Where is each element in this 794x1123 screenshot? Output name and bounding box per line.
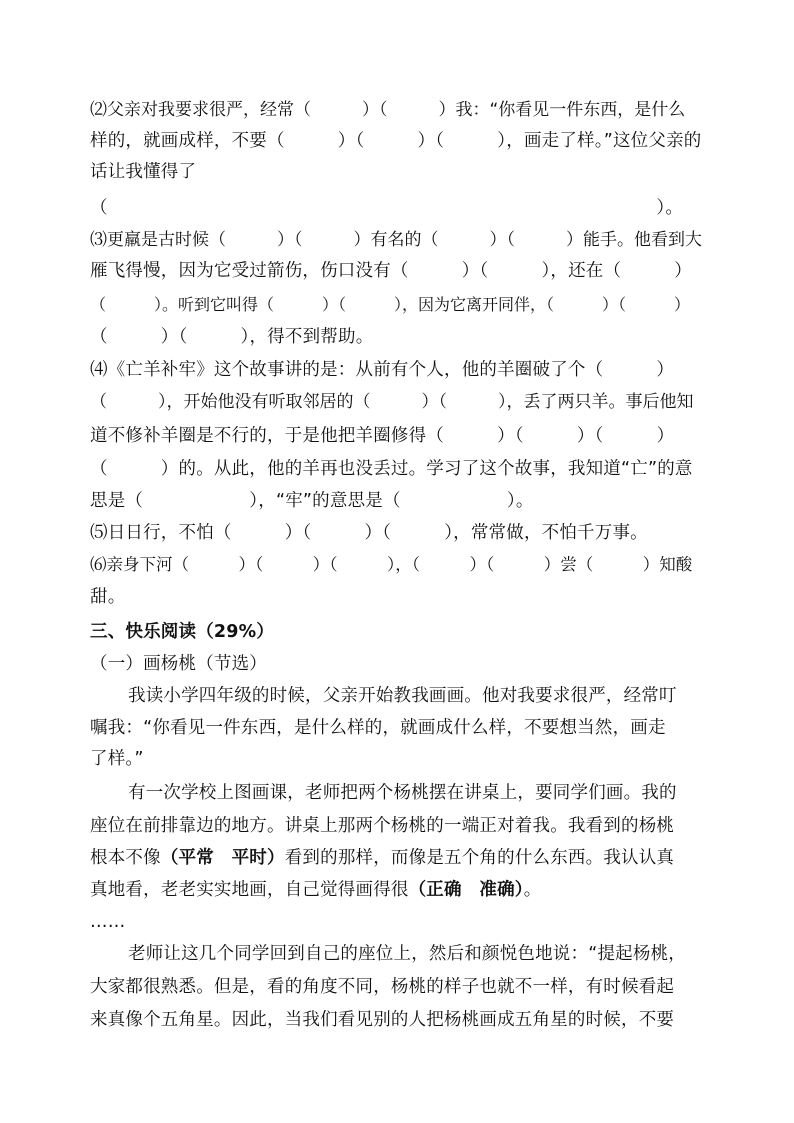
question-4-line-5: 思是（ ），“牢”的意思是（ ）。 <box>90 491 534 511</box>
question-3-line-4: （ ）（ ），得不到帮助。 <box>90 327 374 347</box>
text-segment: 真地看，老老实实地画，自己觉得画得很 <box>90 880 409 900</box>
text-segment: 看到的那样，而像是五个角的什么东西。我认认真 <box>284 848 675 868</box>
question-4-line-2: （ ），开始他没有听取邻居的（ ）（ ），丢了两只羊。事后他知 <box>90 392 694 412</box>
paragraph-1-line-3: 了样。” <box>90 749 144 769</box>
paragraph-3-line-3: 来真像个五角星。因此，当我们看见别的人把杨桃画成五角星的时候，不要 <box>90 1010 675 1030</box>
question-2-answer-blank: （ ）。 <box>90 198 684 218</box>
paragraph-3-line-2: 大家都很熟悉。但是，看的角度不同，杨桃的样子也就不一样，有时候看起 <box>90 977 675 997</box>
question-6-line-1: ⑹亲身下河（ ）（ ）（ ），（ ）（ ）尝（ ）知酸 <box>90 555 693 574</box>
question-2-line-3: 话让我懂得了 <box>90 162 197 182</box>
paragraph-2-line-3 <box>90 846 674 870</box>
question-2-line-1: ⑵父亲对我要求很严，经常（ ）（ ）我：“你看见一件东西，是什么 <box>90 100 686 120</box>
paragraph-1-line-1: 我读小学四年级的时候，父亲开始教我画画。他对我要求很严，经常叮 <box>128 686 677 706</box>
paragraph-2-line-1: 有一次学校上图画课，老师把两个杨桃摆在讲桌上，要同学们画。我的 <box>128 783 677 803</box>
question-4-line-3: 道不修补羊圈是不行的，于是他把羊圈修得（ ）（ ）（ ） <box>90 426 675 446</box>
question-5-line: ⑸日日行，不怕（ ）（ ）（ ），常常做，不怕千万事。 <box>90 523 648 543</box>
text-segment: 根本不像 <box>90 848 161 868</box>
question-3-line-2: 雁飞得慢，因为它受过箭伤，伤口没有（ ）（ ），还在（ ） <box>90 261 692 281</box>
paragraph-3-line-1: 老师让这几个同学回到自己的座位上，然后和颜悦色地说：“提起杨桃， <box>128 944 686 964</box>
question-3-line-1: ⑶更羸是古时候（ ）（ ）有名的（ ）（ ）能手。他看到大 <box>90 230 702 250</box>
word-choice-zhengque-zhunque: （正确 准确） <box>408 880 524 900</box>
question-4-line-4: （ ）的。从此，他的羊再也没丢过。学习了这个故事，我知道“亡”的意 <box>90 459 693 479</box>
ellipsis: …… <box>90 912 126 932</box>
paragraph-2-line-2: 座位在前排靠边的地方。讲桌上那两个杨桃的一端正对着我。我看到的杨桃 <box>90 816 675 836</box>
paragraph-1-line-2: 嘱我：“你看见一件东西，是什么样的，就画成什么样，不要想当然，画走 <box>90 718 666 738</box>
reading-title: （一）画杨桃（节选） <box>90 654 267 674</box>
section-title: 三、快乐阅读（29%） <box>90 622 275 642</box>
question-3-line-3: （ ）。听到它叫得（ ）（ ），因为它离开同伴，（ ）（ ） <box>90 295 691 314</box>
text-segment: 。 <box>523 880 542 900</box>
question-2-line-2: 样的，就画成样，不要（ ）（ ）（ ），画走了样。”这位父亲的 <box>90 131 702 151</box>
word-choice-pingchang-pingshi: （平常 平时） <box>160 848 285 868</box>
question-4-line-1: ⑷《亡羊补牢》这个故事讲的是：从前有个人，他的羊圈破了个（ ） <box>90 360 675 380</box>
question-6-line-2: 甜。 <box>90 587 126 607</box>
paragraph-2-line-4 <box>90 878 541 902</box>
